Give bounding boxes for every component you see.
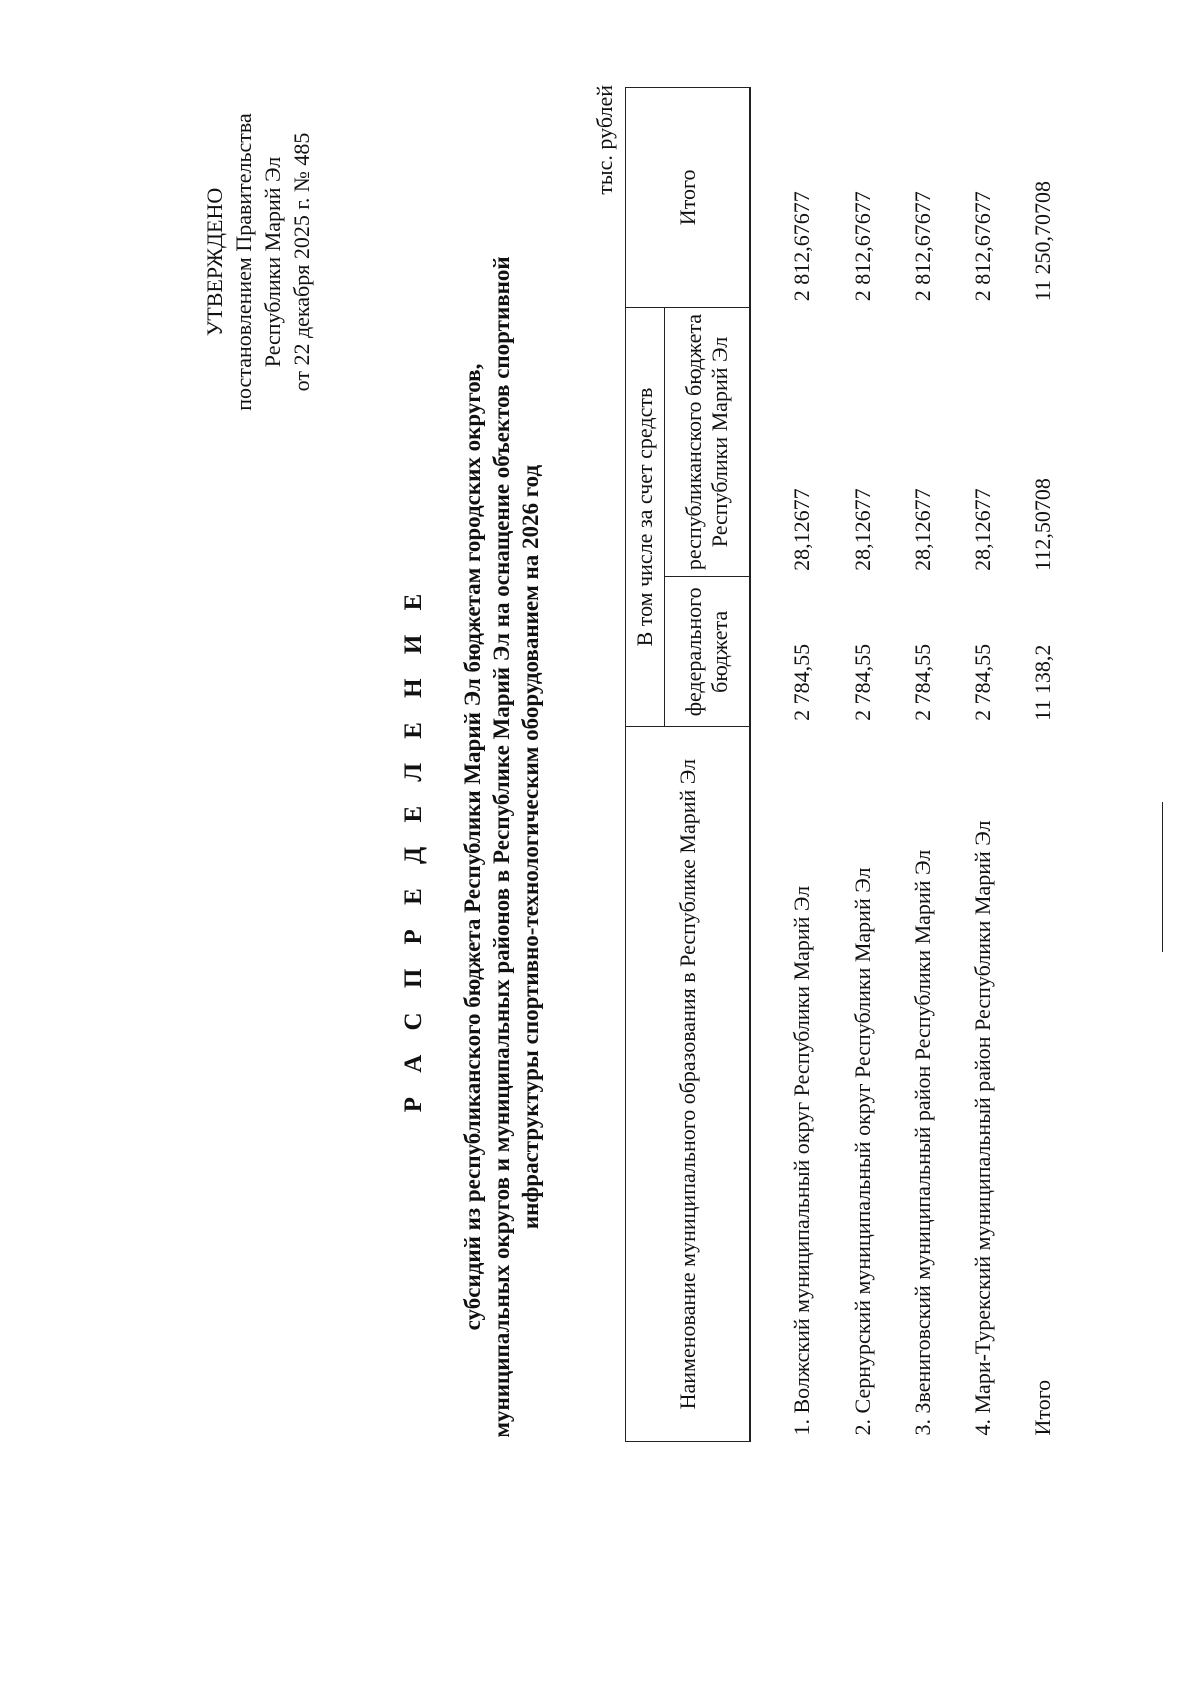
approval-stamp <box>200 82 316 442</box>
municipality-name: 3. Звениговский муниципальный район Республики Марий Эл <box>910 849 935 1436</box>
total-federal-amount: 11 138,2 <box>1030 644 1055 721</box>
total-amount: 2 812,67677 <box>970 191 995 302</box>
total-amount: 2 812,67677 <box>910 191 935 302</box>
federal-amount: 2 784,55 <box>850 643 875 721</box>
table-row <box>953 88 1013 1442</box>
municipality-name: 1. Волжский муниципальный округ Республики Марий Эл <box>789 885 814 1436</box>
federal-amount: 2 784,55 <box>970 643 995 721</box>
republic-amount: 28,12677 <box>789 488 814 571</box>
document-subtitle <box>458 147 545 1547</box>
table-row <box>750 88 833 1442</box>
municipality-name: 2. Сернурский муниципальный округ Республики Марий Эл <box>850 867 875 1436</box>
total-republic-amount: 112,50708 <box>1030 478 1055 571</box>
approval-line-2: Республики Марий Эл <box>260 156 285 368</box>
header-republic-budget: республиканского бюджета Республики Марий Эл <box>665 307 751 577</box>
republic-amount: 28,12677 <box>850 488 875 571</box>
header-funding-group: В том числе за счет средств <box>626 307 665 727</box>
subtitle-line-2: муниципальных округов и муниципальных районов в Республике Марий Эл на оснащение объектов спортивной <box>489 256 514 1438</box>
federal-amount: 2 784,55 <box>789 643 814 721</box>
total-row-label: Итого <box>1030 1379 1055 1436</box>
approval-line-1: постановлением Правительства <box>231 113 256 411</box>
table-row <box>893 88 953 1442</box>
approval-date: от 22 декабря 2025 г. № 485 <box>289 132 314 392</box>
distribution-table <box>625 87 1073 1442</box>
table-row <box>833 88 893 1442</box>
approval-heading: УТВЕРЖДЕНО <box>202 187 227 337</box>
municipality-name: 4. Мари-Турекский муниципальный район Республики Марий Эл <box>970 820 995 1436</box>
federal-amount: 2 784,55 <box>910 643 935 721</box>
total-amount: 2 812,67677 <box>850 191 875 302</box>
header-total: Итого <box>626 88 751 308</box>
subtitle-line-1: субсидий из республиканского бюджета Республики Марий Эл бюджетам городских округов, <box>460 363 485 1331</box>
header-federal-budget: федерального бюджета <box>665 577 751 727</box>
units-label: тыс. рублей <box>592 85 617 195</box>
republic-amount: 28,12677 <box>910 488 935 571</box>
table-total-row <box>1013 88 1073 1442</box>
end-divider <box>1162 802 1163 952</box>
header-municipality: Наименование муниципального образования в Республике Марий Эл <box>626 727 751 1442</box>
republic-amount: 28,12677 <box>970 488 995 571</box>
document-title: Р А С П Р Е Д Е Л Е Н И Е <box>400 584 427 1113</box>
grand-total-amount: 11 250,70708 <box>1030 181 1055 302</box>
subtitle-line-3: инфраструктуры спортивно-технологическим оборудованием на 2026 год <box>518 464 543 1230</box>
total-amount: 2 812,67677 <box>789 191 814 302</box>
